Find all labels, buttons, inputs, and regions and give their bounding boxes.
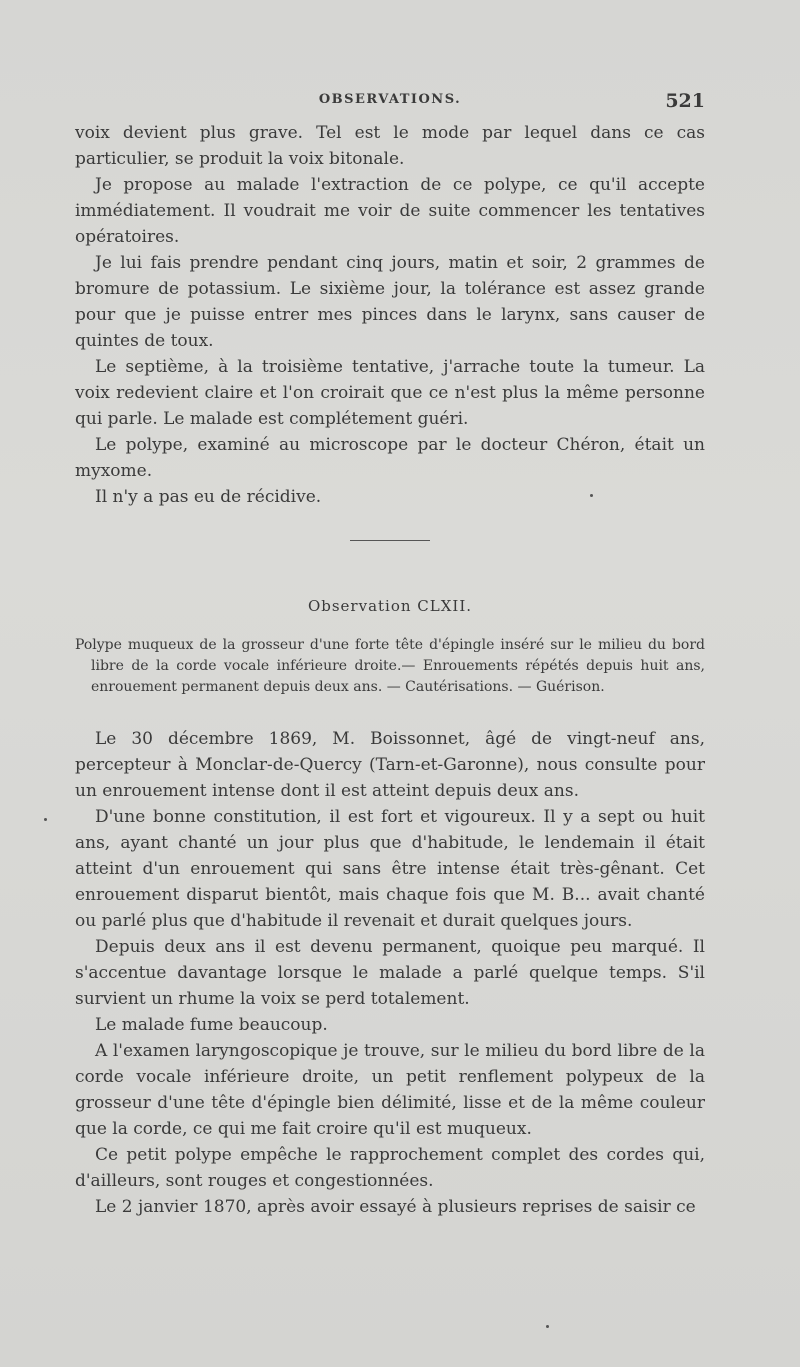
paragraph: A l'examen laryngoscopique je trouve, sur le milieu du bord libre de la corde vocale inférieure droite, un petit renflement polypeux de la grosseur d'une tête d'épingle bien délimité, lisse et de la même couleur que la corde, ce qui me fait croire qu'il est muqueux. [75,1041,705,1139]
paragraph: Je propose au malade l'extraction de ce polype, ce qu'il accepte immédiatement. Il voudrait me voir de suite commencer les tentatives opératoires. [75,175,705,247]
paragraph: Ce petit polype empêche le rapprochement complet des cordes qui, d'ailleurs, sont rouges et congestionnées. [75,1145,705,1191]
paragraph: Le septième, à la troisième tentative, j'arrache toute la tumeur. La voix redevient claire et l'on croirait que ce n'est plus la même personne qui parle. Le malade est complétement guéri. [75,357,705,429]
ink-speck [590,494,593,497]
paragraph: Je lui fais prendre pendant cinq jours, matin et soir, 2 grammes de bromure de potassium. Le sixième jour, la tolérance est assez grande pour que je puisse entrer mes pinces dans le larynx, sans causer de quintes de toux. [75,253,705,351]
page-number: 521 [665,90,705,112]
paragraph: Le polype, examiné au microscope par le docteur Chéron, était un myxome. [75,435,705,481]
ink-speck [44,818,47,821]
paragraph: voix devient plus grave. Tel est le mode par lequel dans ce cas particulier, se produit la voix bitonale. [75,123,705,169]
running-title: OBSERVATIONS. [318,92,462,107]
ink-speck [546,1325,549,1328]
paragraph: Depuis deux ans il est devenu permanent, quoique peu marqué. Il s'accentue davantage lorsque le malade a parlé quelque temps. S'il survient un rhume la voix se perd totalement. [75,937,705,1009]
paragraph: Le 2 janvier 1870, après avoir essayé à plusieurs reprises de saisir ce [95,1197,696,1217]
section-divider [350,540,430,541]
paragraph: Le 30 décembre 1869, M. Boissonnet, âgé de vingt-neuf ans, percepteur à Monclar-de-Quercy (Tarn-et-Garonne), nous consulte pour un enrouement intense dont il est atteint depuis deux ans. [75,729,705,801]
paragraph: D'une bonne constitution, il est fort et vigoureux. Il y a sept ou huit ans, ayant chanté un jour plus que d'habitude, le lendemain il était atteint d'un enrouement qui sans être intense était très-gênant. Cet enrouement disparut bientôt, mais chaque fois que M. B... avait chanté ou parlé plus que d'habitude il revenait et durait quelques jours. [75,807,705,931]
page-body [75,120,705,1220]
observation-title: Observation CLXII. [307,597,473,615]
paragraph: Le malade fume beaucoup. [95,1015,328,1035]
page-header [75,90,705,116]
observation-summary: Polype muqueux de la grosseur d'une forte tête d'épingle inséré sur le milieu du bord libre de la corde vocale inférieure droite.— Enrouements répétés depuis huit ans, enrouement permanent depuis deux ans. — Cautérisations. — Guérison. [75,637,705,695]
paragraph: Il n'y a pas eu de récidive. [95,487,322,507]
